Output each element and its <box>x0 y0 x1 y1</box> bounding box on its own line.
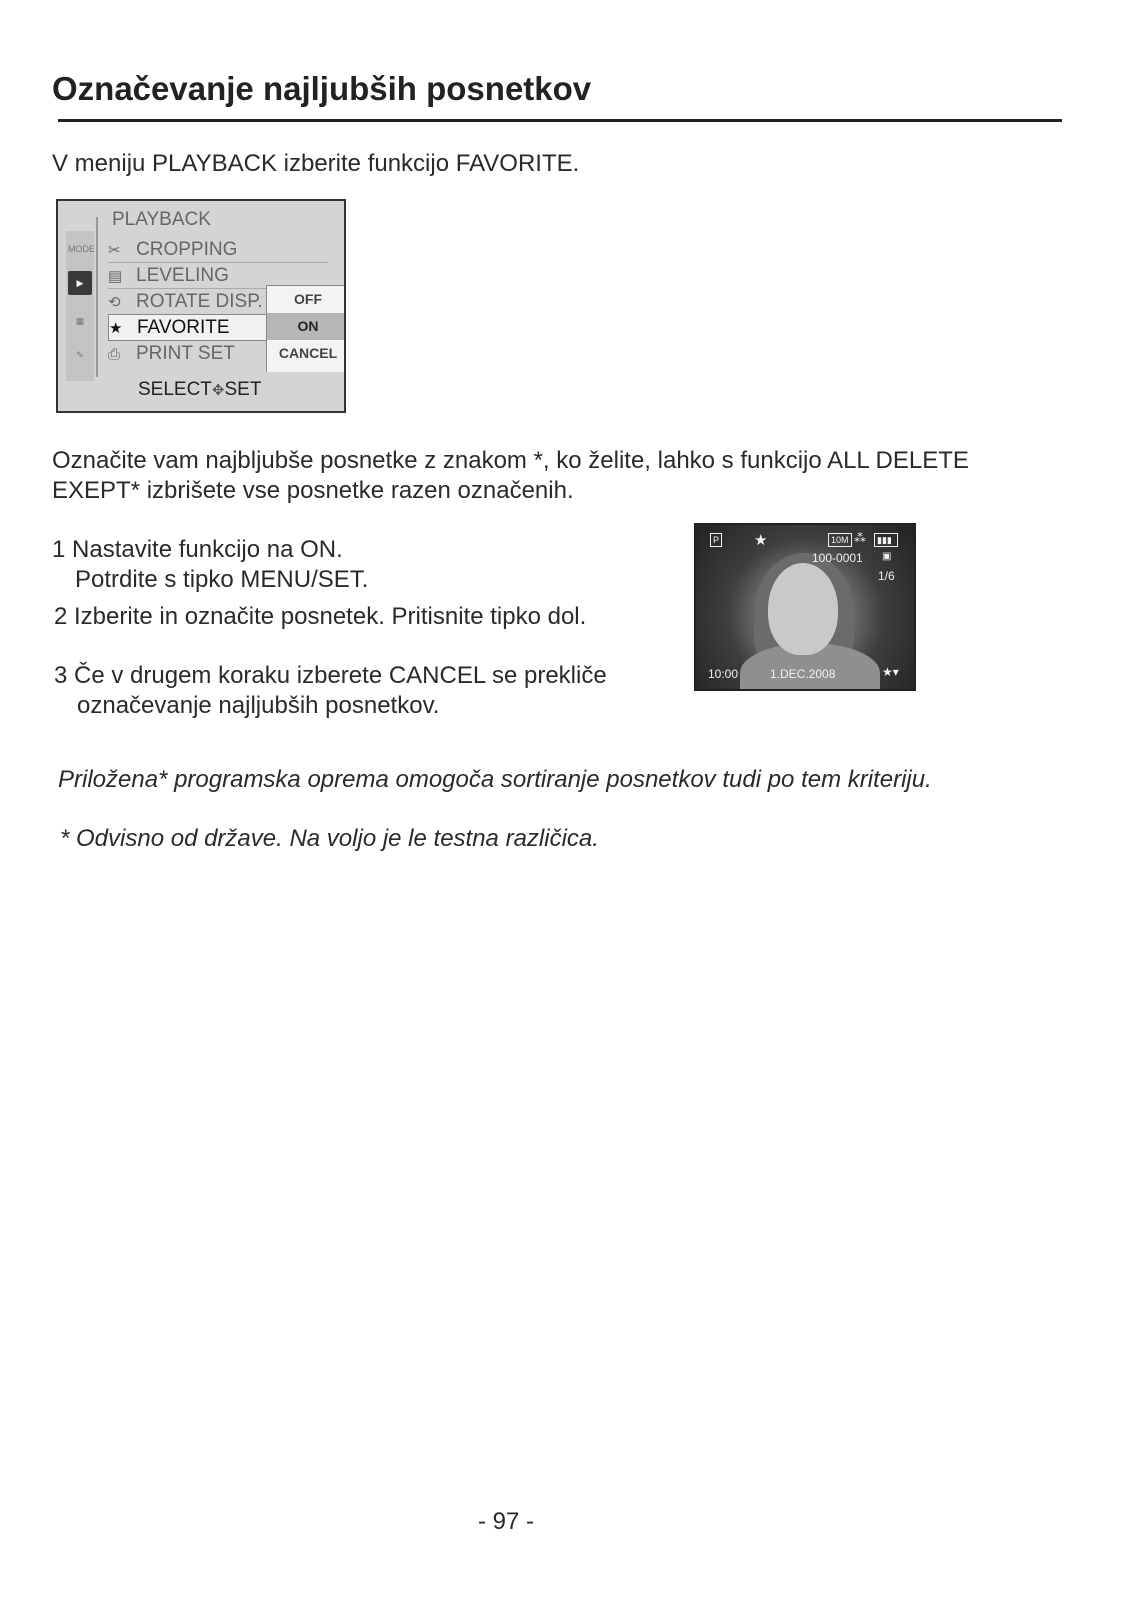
favorite-submenu <box>266 285 346 372</box>
page-number: - 97 - <box>478 1508 535 1535</box>
menu-heading: PLAYBACK <box>112 209 211 230</box>
paragraph-line-2: EXEPT* izbrišete vse posnetke razen označenih. <box>52 477 574 504</box>
menu-item-label: FAVORITE <box>137 317 230 338</box>
star-icon: ★ <box>109 320 123 337</box>
step-3-line-2: označevanje najljubših posnetkov. <box>77 692 440 719</box>
menu-divider <box>96 217 98 377</box>
rotate-icon: ⟲ <box>108 294 121 311</box>
menu-item-label: LEVELING <box>136 265 229 286</box>
time-readout: 10:00 <box>708 667 739 681</box>
date-readout: 1.DEC.2008 <box>770 667 836 681</box>
step-3-line-1: 3 Če v drugem koraku izberete CANCEL se prekliče <box>54 662 607 689</box>
option-on: ON <box>267 313 346 340</box>
step-2: 2 Izberite in označite posnetek. Pritisnite tipko dol. <box>54 603 587 630</box>
software-note: Priložena* programska oprema omogoča sortiranje posnetkov tudi po tem kriteriju. <box>58 766 932 793</box>
photo-face <box>768 563 838 655</box>
menu-item-cropping <box>108 237 328 263</box>
favorite-down-icon: ★▾ <box>882 665 899 679</box>
mode-badge: P <box>710 533 722 547</box>
setup-tab-icon: ▦ <box>75 316 85 326</box>
memory-icon: ▣ <box>882 551 892 562</box>
scissors-icon: ✂ <box>108 242 121 259</box>
menu-footer <box>138 379 261 401</box>
select-label: SELECT <box>138 379 212 400</box>
option-cancel: CANCEL <box>278 345 338 361</box>
mode-tab: MODE <box>68 244 95 254</box>
dpad-icon: ✥ <box>211 382 225 399</box>
playback-menu-screenshot <box>56 199 346 413</box>
image-count: 1/6 <box>878 569 895 583</box>
set-label: SET <box>224 379 262 400</box>
quality-icon: ⁂ <box>854 531 866 545</box>
favorite-star-icon: ★ <box>754 532 768 549</box>
wrench-icon: ✎ <box>76 350 84 360</box>
playback-photo-screenshot <box>694 523 916 691</box>
option-off: OFF <box>294 291 322 307</box>
menu-item-label: ROTATE DISP. <box>136 291 263 312</box>
page-title: Označevanje najljubših posnetkov <box>52 70 592 107</box>
playback-tab-icon: ▶ <box>68 271 92 295</box>
intro-text: V meniju PLAYBACK izberite funkcijo FAVORITE. <box>52 150 580 177</box>
title-underline <box>58 119 1062 122</box>
step-1-line-1: 1 Nastavite funkcijo na ON. <box>52 536 343 563</box>
size-badge: 10M <box>828 533 852 547</box>
footnote: * Odvisno od države. Na voljo je le testna različica. <box>60 825 599 852</box>
paragraph-line-1: Označite vam najbljubše posnetke z znakom *, ko želite, lahko s funkcijo ALL DELETE <box>52 447 969 474</box>
file-number: 100-0001 <box>812 551 863 565</box>
leveling-icon: ▤ <box>108 268 123 285</box>
battery-icon: ▮▮▮ <box>874 533 898 547</box>
menu-item-label: CROPPING <box>136 239 238 260</box>
step-1-line-2: Potrdite s tipko MENU/SET. <box>75 566 369 593</box>
print-icon: ⎙ <box>108 346 121 363</box>
menu-item-favorite <box>108 314 268 341</box>
menu-item-label: PRINT SET <box>136 343 235 364</box>
